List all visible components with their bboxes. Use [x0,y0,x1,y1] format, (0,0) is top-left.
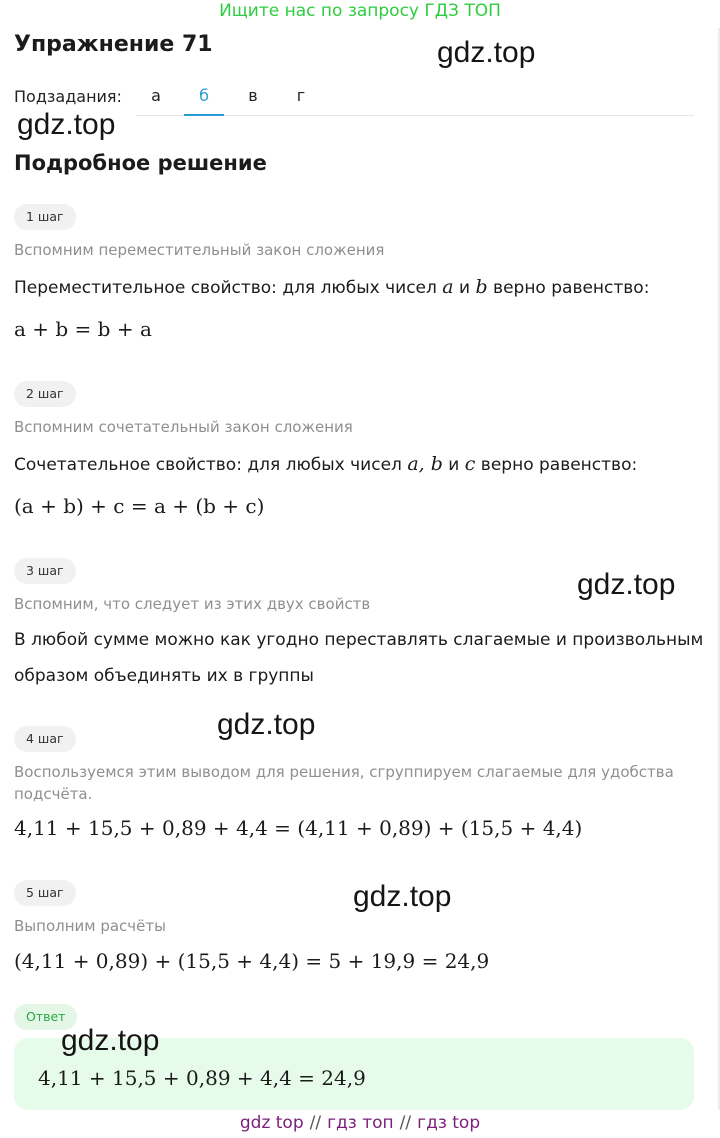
footer-separator: // [309,1113,322,1133]
step-1-text-after: верно равенство: [487,278,650,298]
step-2-text-before: Сочетательное свойство: для любых чисел [14,455,408,475]
watermark: gdz.top [577,568,676,601]
tab-v[interactable]: в [248,86,258,105]
watermark: gdz.top [17,108,116,141]
top-banner: Ищите нас по запросу ГДЗ ТОП [219,1,501,21]
solution-heading: Подробное решение [14,151,267,175]
step-4-hint: Воспользуемся этим выводом для решения, сгруппируем слагаемые для удобства подсчёта. [14,763,674,803]
step-1-text-before: Переместительное свойство: для любых чисел [14,278,443,298]
step-2-text-mid: и [442,455,465,475]
step-1-badge: 1 шаг [14,204,76,230]
page-title: Упражнение 71 [14,32,213,57]
step-2-text-after: верно равенство: [475,455,638,475]
step-1-formula: a + b = b + a [14,317,152,341]
tab-g[interactable]: г [296,86,306,105]
watermark: gdz.top [437,36,536,69]
subtasks-nav [14,84,694,116]
answer-badge: Ответ [14,1004,77,1030]
footer-link-2[interactable]: гдз топ [327,1113,394,1133]
answer-formula: 4,11 + 15,5 + 0,89 + 4,4 = 24,9 [38,1066,366,1090]
step-4-formula: 4,11 + 15,5 + 0,89 + 4,4 = (4,11 + 0,89) + (15,5 + 4,4) [14,816,583,840]
watermark: gdz.top [61,1024,160,1057]
step-3-text-line-2: образом объединять их в группы [14,666,314,686]
step-2-text [14,453,704,475]
step-1-var-a: a [442,276,454,298]
step-1-hint: Вспомним переместительный закон сложения [14,241,385,259]
step-1-var-b: b [475,276,488,298]
footer-link-3[interactable]: гдз top [417,1113,481,1133]
step-5-hint: Выполним расчёты [14,917,166,935]
footer-separator: // [399,1113,412,1133]
step-4-badge: 4 шаг [14,726,76,752]
step-3-badge: 3 шаг [14,558,76,584]
watermark: gdz.top [353,880,452,913]
step-2-var-ab: a, b [407,453,443,475]
step-5-formula: (4,11 + 0,89) + (15,5 + 4,4) = 5 + 19,9 = 24,9 [14,949,490,973]
subtasks-label: Подзадания: [14,87,122,106]
step-5-badge: 5 шаг [14,880,76,906]
step-1-text [14,276,704,298]
footer-links [0,1111,720,1138]
watermark: gdz.top [217,708,316,741]
step-2-formula: (a + b) + c = a + (b + c) [14,494,265,518]
step-3-hint: Вспомним, что следует из этих двух свойств [14,595,371,613]
step-3-text-line-1: В любой сумме можно как угодно переставлять слагаемые и произвольным [14,630,704,650]
step-2-var-c: c [464,453,476,475]
step-1-text-mid: и [453,278,476,298]
tab-a[interactable]: а [151,86,161,105]
step-2-badge: 2 шаг [14,381,76,407]
tab-b[interactable]: б [184,84,224,116]
footer-link-1[interactable]: gdz top [239,1113,304,1133]
step-2-hint: Вспомним сочетательный закон сложения [14,418,353,436]
